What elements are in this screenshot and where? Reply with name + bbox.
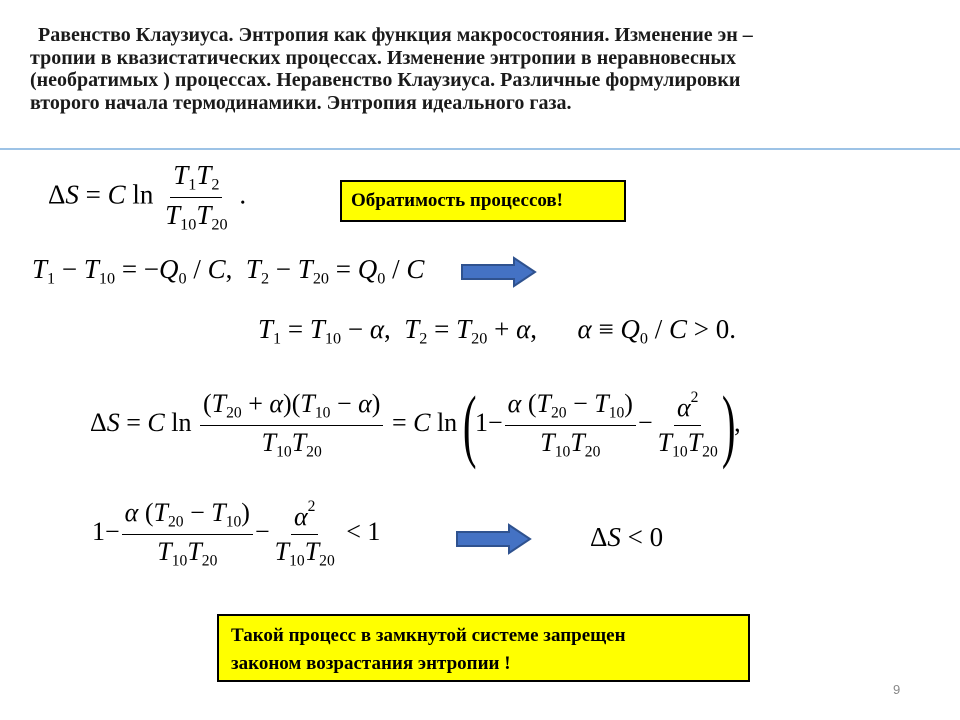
fraction: $\frac{\alpha (T_{20} - T_{10})}{T_{10}T_{20}}$ (505, 389, 636, 461)
fraction: $\frac{\alpha^2}{T_{10}T_{20}}$ (657, 388, 718, 461)
fraction: $\frac{T_1T_2}{T_{10}T_{20}}$ (165, 160, 228, 234)
title-divider (0, 148, 960, 150)
inequality-formula: 1− $\frac{\alpha (T_{20} - T_{10})}{T_{10}T_{20}}$ − $\frac{\alpha^2}{T_{10}T_{20}}$ < 1 (92, 498, 381, 570)
reversibility-note-text: Обратимость процессов! (351, 190, 563, 211)
temperature-change-formula: $T_1 - T_{10} = -Q_0 / C$, $T_2 - T_{20} = Q_0 / C$ (32, 254, 425, 288)
entropy-change-expansion-formula: ΔS = C ln $\frac{(T_{20} + \alpha)(T_{10} - \alpha)}{T_{10}T_{20}}$ = C ln (1− $\frac{\alpha (T_{20} - T_{10})}{T_{10}T_{20}}$ − $\frac{\alpha^2}{T_{10}T_{20}}$ ), (90, 379, 741, 470)
title-line-4: второго начала термодинамики. Энтропия идеального газа. (30, 91, 572, 114)
title-line-3: (необратимых ) процессах. Неравенство Клаузиуса. Различные формулировки (30, 69, 741, 91)
fraction: $\frac{\alpha (T_{20} - T_{10})}{T_{10}T_{20}}$ (122, 498, 253, 570)
page-number: 9 (893, 682, 901, 697)
right-arrow-icon (455, 523, 533, 555)
temperature-substitution-formula: $T_1 = T_{10} - \alpha$, $T_2 = T_{20} + \alpha$, $\alpha \equiv Q_0 / C > 0$. (258, 314, 737, 348)
entropy-change-formula: ΔS = C ln $\frac{T_1T_2}{T_{10}T_{20}}$ . (48, 160, 247, 234)
fraction: $\frac{\alpha^2}{T_{10}T_{20}}$ (274, 498, 335, 570)
conclusion-box (217, 614, 750, 682)
conclusion-line-2: законом возрастания энтропии ! (231, 653, 511, 674)
conclusion-line-1: Такой процесс в замкнутой системе запрещен (231, 625, 626, 646)
slide-title (30, 24, 920, 114)
entropy-negative-formula: ΔS < 0 (590, 522, 664, 552)
title-line-1: Равенство Клаузиуса. Энтропия как функция макросостояния. Изменение эн – (38, 24, 753, 46)
reversibility-note (340, 180, 626, 222)
right-arrow-icon (460, 256, 538, 288)
fraction: $\frac{(T_{20} + \alpha)(T_{10} - \alpha)}{T_{10}T_{20}}$ (200, 389, 383, 461)
title-line-2: тропии в квазистатических процессах. Изменение энтропии в неравновесных (30, 46, 736, 69)
